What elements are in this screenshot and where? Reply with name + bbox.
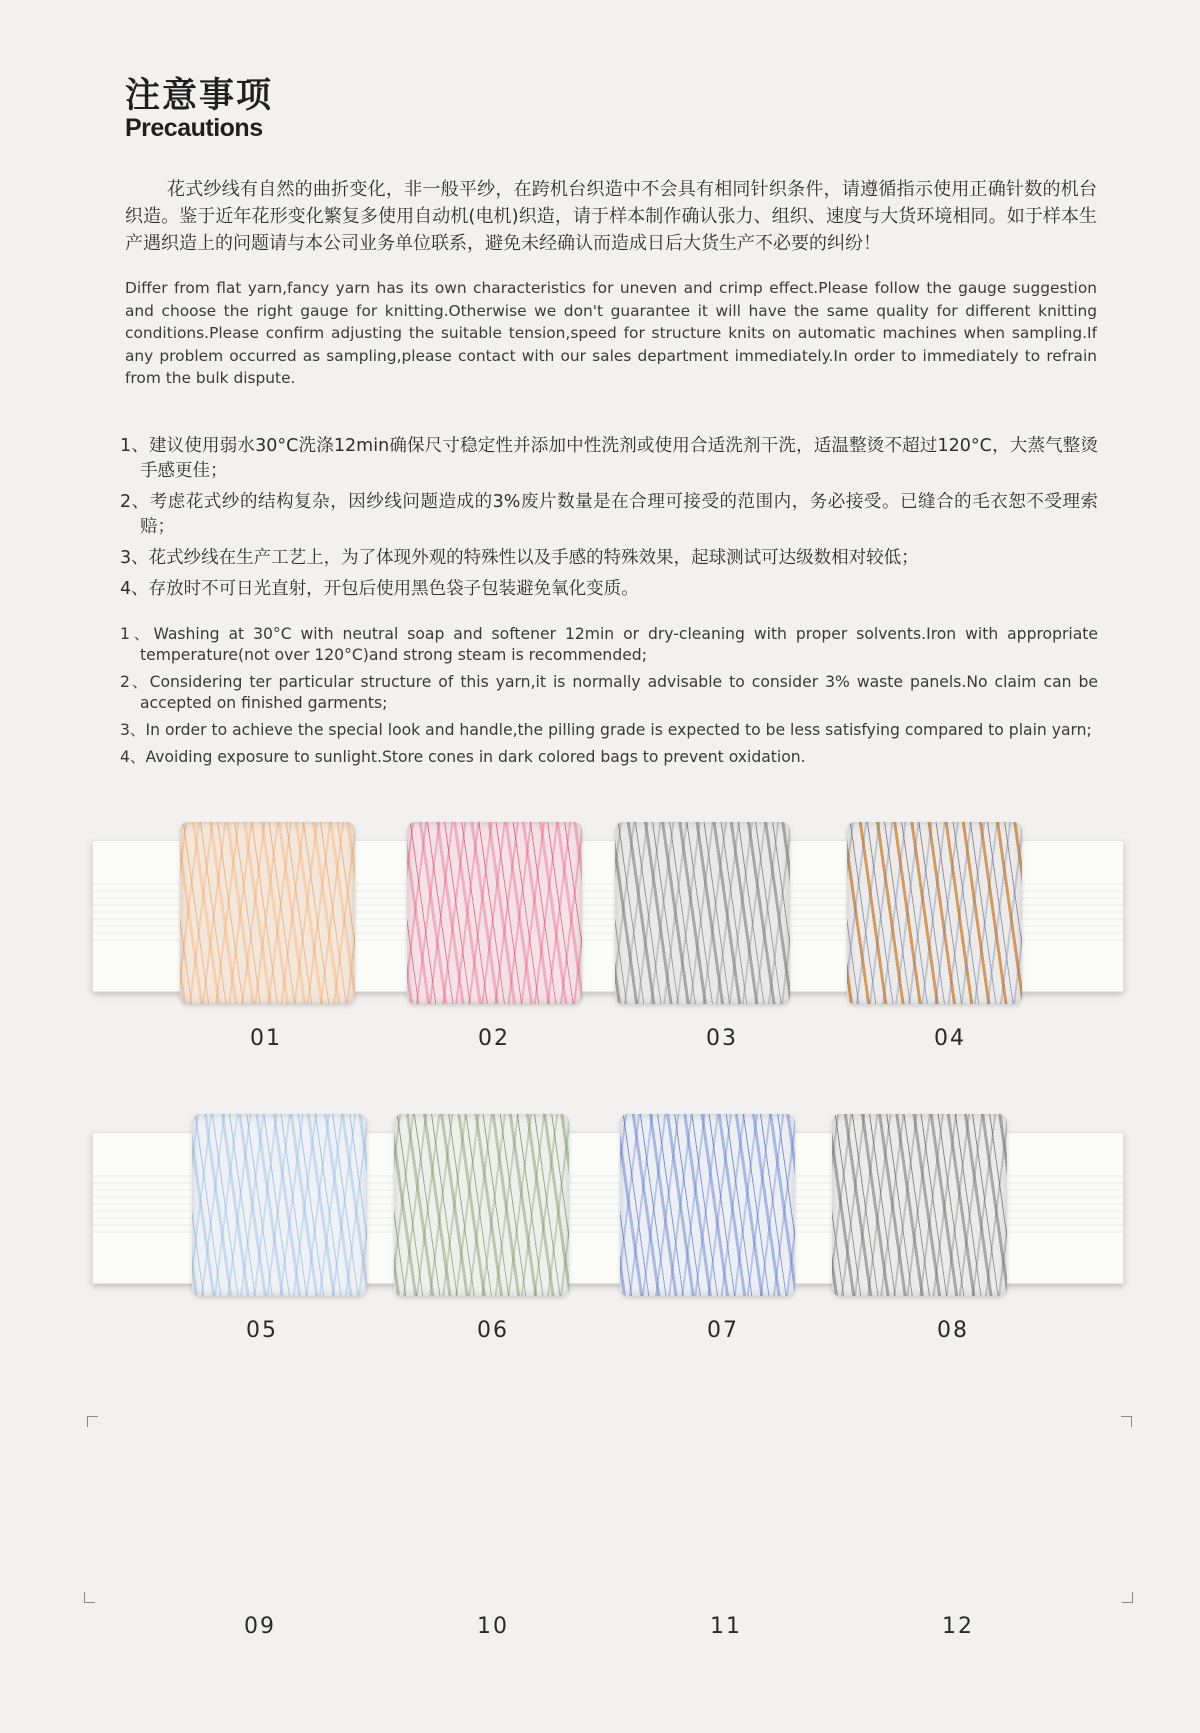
swatch-label: 03 [706, 1026, 738, 1051]
yarn-swatch-03 [615, 822, 790, 1004]
yarn-swatch-02 [407, 822, 582, 1004]
swatch-label: 09 [244, 1614, 276, 1639]
yarn-swatch-05 [192, 1114, 367, 1296]
precaution-item-en: 4、Avoiding exposure to sunlight.Store cones in dark colored bags to prevent oxidation. [120, 748, 806, 766]
swatch-card-2 [92, 1114, 1122, 1296]
swatch-label: 06 [477, 1318, 509, 1343]
page-title-en: Precautions [125, 114, 263, 142]
crop-mark-bottom-left [84, 1592, 95, 1603]
crop-mark-top-left [87, 1416, 98, 1427]
yarn-swatch-08 [832, 1114, 1007, 1296]
swatch-label: 12 [942, 1614, 974, 1639]
swatch-label: 01 [250, 1026, 282, 1051]
swatch-label: 02 [478, 1026, 510, 1051]
yarn-swatch-04 [847, 822, 1022, 1004]
yarn-swatch-06 [394, 1114, 569, 1296]
page-title-cn: 注意事项 [125, 76, 274, 116]
swatch-label: 04 [934, 1026, 966, 1051]
swatch-label: 11 [710, 1614, 742, 1639]
swatch-card-1 [92, 822, 1122, 1004]
yarn-swatch-07 [620, 1114, 795, 1296]
precaution-item-cn: 2、考虑花式纱的结构复杂，因纱线问题造成的3%废片数量是在合理可接受的范围内，务必接受。已缝合的毛衣恕不受理索赔； [120, 492, 1098, 537]
precaution-item-en: 3、In order to achieve the special look and handle,the pilling grade is expected to be less satisfying compared to plain yarn; [120, 721, 1092, 739]
precaution-item-cn: 1、建议使用弱水30°C洗涤12min确保尺寸稳定性并添加中性洗剂或使用合适洗剂干洗，适温整烫不超过120°C，大蒸气整烫手感更佳； [120, 436, 1098, 481]
precaution-item-en: 1、Washing at 30°C with neutral soap and softener 12min or dry-cleaning with proper solvents.Iron with appropriate temperature(not over 120°C)and strong steam is recommended; [120, 625, 1098, 664]
crop-mark-top-right [1121, 1416, 1132, 1427]
swatch-label: 08 [937, 1318, 969, 1343]
intro-paragraph-cn: 花式纱线有自然的曲折变化，非一般平纱，在跨机台织造中不会具有相同针织条件，请遵循指示使用正确针数的机台织造。鉴于近年花形变化繁复多使用自动机(电机)织造，请于样本制作确认张力、组织、速度与大货环境相同。如于样本生产遇织造上的问题请与本公司业务单位联系，避免未经确认而造成日后大货生产不必要的纠纷！ [125, 179, 1097, 254]
precaution-list-en [120, 624, 1098, 774]
crop-mark-bottom-right [1122, 1592, 1133, 1603]
precaution-item-cn: 3、花式纱线在生产工艺上，为了体现外观的特殊性以及手感的特殊效果，起球测试可达级数相对较低； [120, 548, 919, 568]
swatch-label: 07 [707, 1318, 739, 1343]
precaution-list-cn [120, 434, 1098, 608]
precaution-item-cn: 4、存放时不可日光直射，开包后使用黑色袋子包装避免氧化变质。 [120, 579, 639, 599]
swatch-label: 05 [246, 1318, 278, 1343]
swatch-label: 10 [477, 1614, 509, 1639]
precaution-item-en: 2、Considering ter particular structure of this yarn,it is normally advisable to consider 3% waste panels.No claim can be accepted on finished garments; [120, 673, 1098, 712]
intro-paragraph-en: Differ from flat yarn,fancy yarn has its own characteristics for uneven and crimp effect.Please follow the gauge suggestion and choose the right gauge for knitting.Otherwise we don't guarantee it will have the same quality for different knitting conditions.Please confirm adjusting the suitable tension,speed for structure knits on automatic machines when sampling.If any problem occurred as sampling,please contact with our sales department immediately.In order to immediately to refrain from the bulk dispute. [125, 279, 1097, 387]
yarn-swatch-01 [180, 822, 355, 1004]
